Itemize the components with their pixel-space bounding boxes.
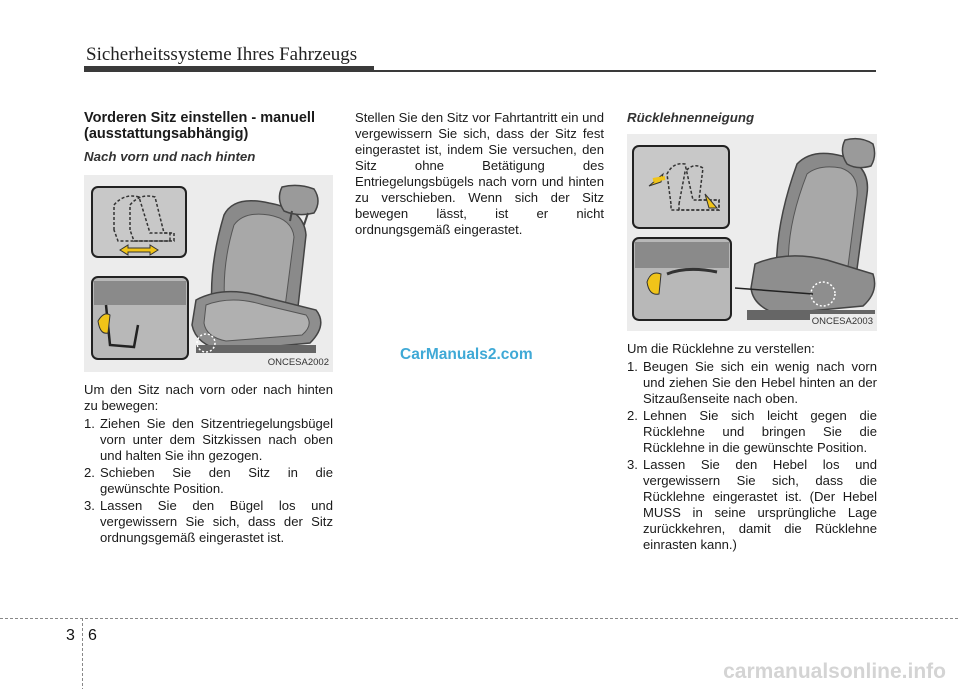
figure-code: ONCESA2003 xyxy=(810,314,875,330)
middle-paragraph: Stellen Sie den Sitz vor Fahrtantritt ein und vergewissern Sie sich, dass der Sitz fest eingerastet ist, indem Sie versuchen, den Sitz ohne Betätigung des Entriegelungsbügels nach vorn und hinten zu verschieben. Wenn sich der Sitz bewegen lässt, ist er nicht ordnungsgemäß eingerastet. xyxy=(355,110,604,237)
list-item: 3. Lassen Sie den Bügel los und vergewissern Sie sich, dass der Sitz ordnungsgemäß eingerastet ist. xyxy=(84,498,333,545)
page-number: 6 xyxy=(88,627,97,644)
watermark-carmanualsonline: carmanualsonline.info xyxy=(723,660,946,683)
list-item: 3. Lassen Sie den Hebel los und vergewissern Sie sich, dass die Rücklehne eingerastet ist. (Der Hebel MUSS in seine ursprüngliche Lage zurückkehren, damit die Rücklehne einrasten kann.) xyxy=(627,457,877,552)
seat-slide-illustration xyxy=(84,175,333,372)
backrest-illustration xyxy=(627,134,877,331)
figure-code: ONCESA2002 xyxy=(266,355,331,371)
right-intro: Um die Rücklehne zu verstellen: xyxy=(627,341,815,356)
footer-divider-vertical xyxy=(82,618,83,689)
header-rule-thin xyxy=(374,70,876,72)
right-column xyxy=(627,110,877,553)
list-item: 2. Lehnen Sie sich leicht gegen die Rücklehne und bringen Sie die Rücklehne in die gewünschte Position. xyxy=(627,408,877,455)
left-steps xyxy=(84,416,333,546)
left-column xyxy=(84,110,333,546)
right-steps xyxy=(627,359,877,553)
left-intro: Um den Sitz nach vorn oder nach hinten zu bewegen: xyxy=(84,382,333,413)
header-title: Sicherheitssysteme Ihres Fahrzeugs xyxy=(86,44,358,65)
subtitle-forward-backward: Nach vorn und nach hinten xyxy=(84,149,256,164)
backrest-figure xyxy=(627,134,877,331)
watermark-carmanuals2: CarManuals2.com xyxy=(400,346,533,363)
middle-column xyxy=(355,110,604,238)
list-item: 2. Schieben Sie den Sitz in die gewünschte Position. xyxy=(84,465,333,496)
seat-slide-figure xyxy=(84,175,333,372)
list-item: 1. Ziehen Sie den Sitzentriegelungsbügel vorn unter dem Sitzkissen nach oben und halten Sie ihn gezogen. xyxy=(84,416,333,463)
header-rule xyxy=(84,66,374,72)
footer-divider xyxy=(0,618,960,619)
chapter-number: 3 xyxy=(66,627,75,644)
list-item: 1. Beugen Sie sich ein wenig nach vorn und ziehen Sie den Hebel hinten an der Sitzaußenseite nach oben. xyxy=(627,359,877,406)
subtitle-backrest: Rücklehnenneigung xyxy=(627,110,755,125)
section-title: Vorderen Sitz einstellen - manuell (ausstattungsabhängig) xyxy=(84,110,315,142)
